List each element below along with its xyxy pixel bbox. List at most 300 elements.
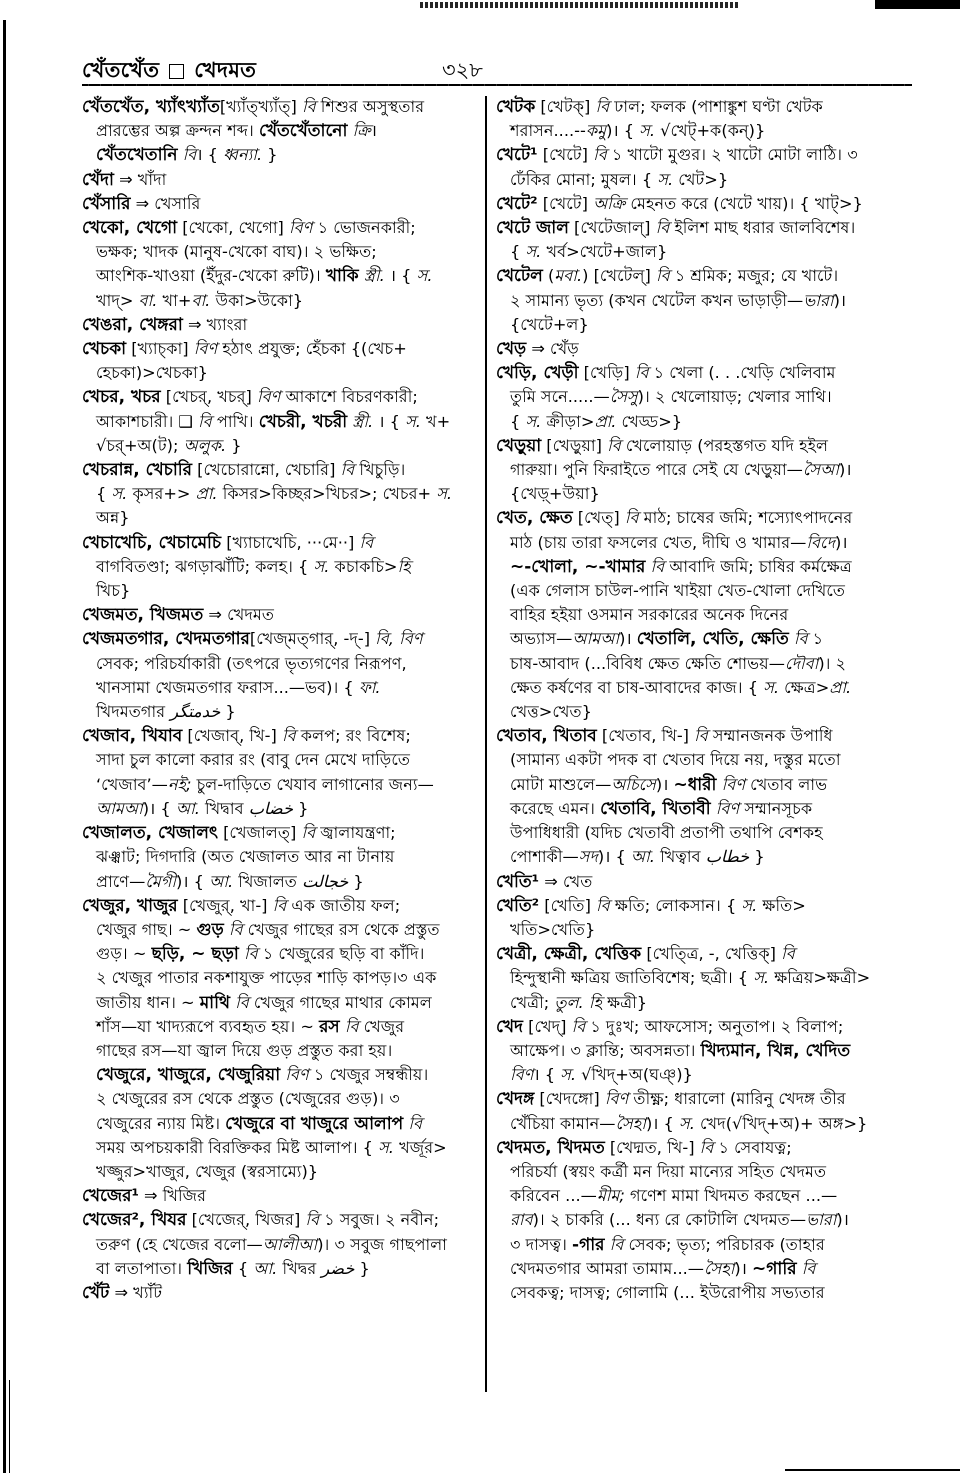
definition-text: খাদ্> xyxy=(96,290,139,310)
entry-continuation-line xyxy=(496,1257,908,1281)
definition-text: ঢেঁকির মোনা; মুষল। { xyxy=(510,169,658,189)
entry-continuation-line xyxy=(496,1039,908,1063)
grammar-label: স. xyxy=(639,121,656,141)
page-binding-edge xyxy=(3,20,6,1473)
entry-continuation-line xyxy=(496,918,908,942)
dictionary-entry xyxy=(82,168,494,192)
definition-text: পোশাকী— xyxy=(510,847,579,867)
headword: খেটে² xyxy=(496,193,538,214)
grammar-label: প্রা. xyxy=(594,411,617,431)
grammar-label: বিণ xyxy=(289,218,313,238)
definition-text: ঢাল; ফলক (পাশাঙ্কুশ ঘণ্টা খেটক xyxy=(609,97,823,116)
entry-first-line xyxy=(496,870,908,894)
dictionary-entry xyxy=(496,1015,908,1088)
definition-text: ১ খেজুর সম্বন্ধীয়। xyxy=(308,1065,429,1085)
grammar-label: বিণ xyxy=(285,1065,309,1085)
definition-text: √খেট্+ক(কন্)} xyxy=(655,121,766,141)
definition-text: ১ খাটো মুগুর। ২ খাটো মোটা লাঠি। ৩ xyxy=(606,145,858,165)
grammar-label: স্ত্রী. xyxy=(352,411,374,431)
definition-text: )। xyxy=(734,1258,753,1278)
definition-text: } xyxy=(226,435,242,455)
definition-text: √চর্+অ(ট); xyxy=(96,435,184,455)
headword: খেড় xyxy=(496,339,527,360)
entry-continuation-line xyxy=(496,821,908,845)
definition-text: খেদমতগার আমরা তামাম...— xyxy=(510,1258,704,1278)
grammar-label: বিণ xyxy=(193,339,218,359)
grammar-label: বি xyxy=(593,145,607,165)
definition-text: সময় অপচয়কারী বিরক্তিকর মিষ্ট আলাপ। { xyxy=(96,1137,379,1157)
definition-text: ⇒ খাঁদা xyxy=(113,169,167,189)
entry-first-line xyxy=(496,894,908,918)
grammar-label: বি xyxy=(596,895,610,915)
definition-text: কৃসর+> xyxy=(127,484,196,504)
headword: খেজের¹ xyxy=(82,1186,139,1207)
grammar-label: বি xyxy=(301,823,316,843)
definition-text: [খেত্] xyxy=(572,508,625,528)
entry-first-line xyxy=(82,894,494,918)
scan-artifact-top xyxy=(420,2,740,8)
entry-continuation-line xyxy=(496,240,908,264)
definition-text: আকাশচারী। ❑ xyxy=(96,411,199,431)
definition-text: [খেচোরান্নো, খেচারি] xyxy=(191,460,341,480)
dictionary-entry xyxy=(496,870,908,894)
entry-continuation-line xyxy=(82,676,494,700)
headword: খেচরী, খচরী xyxy=(258,411,348,432)
entry-continuation-line xyxy=(82,482,494,506)
entry-continuation-line xyxy=(496,845,908,869)
dictionary-entry xyxy=(496,95,908,143)
definition-text: হঠাৎ প্রযুক্ত; হেঁচকা {(খেচ+ xyxy=(217,339,407,359)
grammar-label: ক্রি xyxy=(352,121,371,141)
entry-continuation-line xyxy=(82,264,494,288)
definition-text: )। xyxy=(833,290,847,310)
definition-text: মাঠ; চাষের জমি; শস্যোৎপাদনের xyxy=(638,508,853,528)
definition-text: [খেতি] xyxy=(539,895,597,915)
headword: খিজির xyxy=(187,1258,233,1279)
grammar-label: বি xyxy=(571,1016,586,1036)
entry-continuation-line xyxy=(82,797,494,821)
definition-text: } xyxy=(749,847,765,867)
definition-text: [খেত্ত্রি, -, খেত্তিক্] xyxy=(641,944,782,964)
headword: খেতালি, খেতি, ক্ষেতি xyxy=(636,629,789,650)
dictionary-entry xyxy=(82,95,494,168)
entry-continuation-line xyxy=(82,870,494,894)
definition-text: খেজুর গাছের মাথার কোমল xyxy=(248,992,432,1012)
headword: খেত্রী, ক্ষেত্রী, খেত্তিক xyxy=(496,944,642,965)
definition-text: )। ২ চাকরি (... ধন্য রে কোটালি খেদমত— xyxy=(532,1210,807,1230)
grammar-label: কমু xyxy=(585,121,607,141)
definition-text: √খিদ্+অ(ঘঞ্)} xyxy=(576,1065,693,1085)
grammar-label: অক্রি xyxy=(593,193,626,213)
definition-text: ⇒ খেদমত xyxy=(203,605,274,625)
grammar-label: প্রা. xyxy=(195,484,218,504)
entry-continuation-line xyxy=(82,1015,494,1039)
grammar-label: নই; xyxy=(167,774,192,794)
definition-text: [খেজুর্, খা-] xyxy=(177,895,273,915)
grammar-label: বিণ xyxy=(715,798,740,818)
square-separator-icon xyxy=(169,64,184,79)
grammar-label: ধ্বন্যা. xyxy=(223,145,263,165)
definition-text: গণেশ মামা খিদমত করছেন ...— xyxy=(624,1186,838,1206)
definition-text: খিচুড়ি। xyxy=(354,460,406,480)
entry-first-line xyxy=(496,1136,908,1160)
grammar-label: বি xyxy=(793,629,808,649)
definition-text: )। ২ খেলোয়াড়; খেলার সাথি। xyxy=(637,387,832,407)
grammar-label: বিণ xyxy=(510,1065,534,1085)
definition-text: ১ xyxy=(807,629,824,649)
entry-continuation-line xyxy=(496,700,908,724)
headword: মাথি xyxy=(199,992,230,1013)
entry-first-line xyxy=(496,506,908,530)
entry-continuation-line xyxy=(496,797,908,821)
grammar-label: স. xyxy=(525,411,542,431)
definition-text: মাঠ (চায় তারা ফসলের খেত, দীঘি ও খামার— xyxy=(510,532,807,552)
dictionary-entry xyxy=(82,192,494,216)
definition-text: কচাকচি> xyxy=(329,556,398,576)
definition-text: খেত্ত>খেত} xyxy=(510,702,592,722)
definition-text: ২ খেজুর পাতার নকশাযুক্ত পাড়ের শাড়ি কাপড়।৩ এক xyxy=(96,968,437,988)
entry-continuation-line xyxy=(496,289,908,313)
headword: ~ধারী xyxy=(673,774,717,795)
grammar-label: স. xyxy=(753,968,770,988)
definition-text: । { xyxy=(533,1065,561,1085)
dictionary-entry xyxy=(496,216,908,264)
definition-text: [খেদ্মত, খি-] xyxy=(604,1137,700,1157)
definition-text: খেলোয়াড় (পরহস্তগত যদি হইল xyxy=(620,435,829,455)
definition-text: { xyxy=(232,1258,254,1278)
dictionary-entry xyxy=(496,143,908,191)
grammar-label: প্রা. xyxy=(829,677,852,697)
grammar-label: বি xyxy=(595,97,610,116)
definition-text: ঝঞ্ঝাট; দিগদারি (অত খেজালত আর না টানায় xyxy=(96,847,395,867)
definition-text: খিচ} xyxy=(96,581,131,601)
entry-continuation-line xyxy=(82,555,494,579)
entry-continuation-line xyxy=(496,555,908,579)
grammar-label: সৈআ xyxy=(802,460,839,480)
dictionary-entry xyxy=(82,216,494,313)
definition-text: পাখি। xyxy=(211,411,259,431)
definition-text: [খেড়ুয়া] xyxy=(541,435,608,455)
entry-first-line xyxy=(496,724,908,748)
definition-text: খতি>খেতি} xyxy=(510,919,596,939)
entry-continuation-line xyxy=(496,627,908,651)
grammar-label: ভারা xyxy=(806,1210,837,1230)
definition-text: [খেড়ি] xyxy=(578,363,635,383)
headword: খেতি² xyxy=(496,895,540,916)
definition-text: আকাশে বিচরণকারী; xyxy=(280,387,418,407)
definition-text: ( xyxy=(542,266,555,286)
definition-text: অভ্যাস— xyxy=(510,629,573,649)
headword: খেড়ুয়া xyxy=(496,435,542,456)
definition-text: ⇒ খ্যাংরা xyxy=(182,314,248,334)
definition-text: ) [খেটেল্] xyxy=(582,266,656,286)
entry-first-line xyxy=(82,385,494,409)
page-header xyxy=(82,52,912,84)
definition-text: খেজুরের ন্যায় মিষ্ট। xyxy=(96,1113,226,1133)
entry-first-line xyxy=(82,724,494,748)
headword: খেজুর, খাজুর xyxy=(82,895,178,916)
headword: খেজমতগার, খেদমতগার xyxy=(82,629,250,650)
dictionary-entry xyxy=(496,337,908,361)
entry-continuation-line xyxy=(496,385,908,409)
definition-text: )। ৩ সবুজ গাছপালা xyxy=(317,1234,448,1254)
grammar-label: বি xyxy=(198,411,212,431)
grammar-label: বি xyxy=(281,726,296,746)
definition-text: খেঁচিয়া কামান— xyxy=(510,1113,616,1133)
headword: খেঁতখেঁতানো xyxy=(258,121,348,142)
entry-continuation-line xyxy=(82,845,494,869)
entry-continuation-line xyxy=(82,1112,494,1136)
entry-continuation-line xyxy=(82,410,494,434)
headword: খেতাব, খিতাব xyxy=(496,726,597,747)
entry-first-line xyxy=(496,361,908,385)
definition-text: তরুণ (হে খেজের বলো— xyxy=(96,1234,263,1254)
definition-text: খর্ব>খেটে+জাল} xyxy=(541,242,668,262)
headword: খেতাবি, খিতাবী xyxy=(600,798,711,819)
definition-text: খেতাব লাভ xyxy=(745,774,828,794)
headword: খেদ xyxy=(496,1016,523,1037)
grammar-label: ফা. xyxy=(358,677,381,697)
grammar-label: বি xyxy=(609,1234,624,1254)
grammar-label: বি xyxy=(272,895,287,915)
headword: ছড়ি, ~ ছড়া xyxy=(151,944,239,965)
headword: খেড়ি, খেড়ী xyxy=(496,363,579,384)
headword: খেটেল xyxy=(496,266,543,287)
entry-first-line xyxy=(496,942,908,966)
grammar-label: বি xyxy=(228,919,243,939)
grammar-label: বা. xyxy=(191,290,211,310)
grammar-label: বিণ xyxy=(604,1089,629,1109)
grammar-label: আ. xyxy=(209,871,234,891)
entry-continuation-line xyxy=(496,1184,908,1208)
grammar-label: স. xyxy=(436,484,453,504)
entry-first-line xyxy=(496,192,908,216)
grammar-label: বি xyxy=(235,992,249,1012)
definition-text: গুড়। ~ xyxy=(96,944,152,964)
arabic-script: خطاب xyxy=(705,847,750,867)
entry-continuation-line xyxy=(82,700,494,724)
headword: খেঁট xyxy=(82,1282,110,1303)
definition-text: )। xyxy=(655,774,674,794)
grammar-label: আমআ xyxy=(572,629,620,649)
dictionary-entry xyxy=(82,313,494,337)
definition-text: জাতীয় ধান। ~ xyxy=(96,992,200,1012)
definition-text: )। { xyxy=(597,847,631,867)
definition-text: কলপ; রং বিশেষ; xyxy=(295,726,411,746)
definition-text: ক্ষত্রী} xyxy=(601,992,648,1012)
entry-first-line xyxy=(82,603,494,627)
grammar-label: রাব xyxy=(510,1210,533,1230)
grammar-label: আ. xyxy=(175,798,200,818)
definition-text: [খ্যাচাখেচি, ···মে··] xyxy=(221,532,360,552)
entry-first-line xyxy=(496,434,908,458)
grammar-label: স. xyxy=(525,242,542,262)
dictionary-entry xyxy=(82,1184,494,1208)
definition-text: মেহনত করে (খেটে খায়)। { খাট্>} xyxy=(625,193,863,213)
dictionary-entry xyxy=(82,1208,494,1281)
running-head-last-word: খেদমত xyxy=(194,58,257,82)
definition-text: আবাদি জমি; চাষির কর্মক্ষেত্র xyxy=(664,556,852,576)
definition-text: [খেজাব্, খি-] xyxy=(182,726,282,746)
grammar-label: অলুক. xyxy=(183,435,227,455)
definition-text: [খেচর্, খচর্] xyxy=(160,387,257,407)
headword: খেত, ক্ষেত xyxy=(496,508,573,529)
column-divider xyxy=(485,96,487,1392)
definition-text: খেড্ড>} xyxy=(616,411,683,431)
definition-text: খিদ্বাব xyxy=(199,798,249,818)
headword: খেঁদা xyxy=(82,169,114,190)
running-head-first-word: খেঁতখেঁত xyxy=(82,58,160,82)
definition-text: } xyxy=(292,798,309,818)
definition-text: বাহির হইয়া ওসমান সরকারের অনেক দিনের xyxy=(510,605,789,625)
grammar-label: স. xyxy=(416,266,433,286)
definition-text: । { xyxy=(373,411,406,431)
definition-text: {খেটে+ল} xyxy=(510,314,589,334)
definition-text: শাঁস—যা খাদ্যরূপে ব্যবহৃত হয়। ~ xyxy=(96,1016,320,1036)
grammar-label: দৌবা xyxy=(784,653,819,673)
headword: খেচকা xyxy=(82,339,127,360)
definition-text: ২ সামান্য ভৃত্য (কখন খেটেল কখন ভাড়াড়ী— xyxy=(510,290,804,310)
entry-first-line xyxy=(496,1087,908,1111)
entry-continuation-line xyxy=(496,748,908,772)
definition-text: খেট>} xyxy=(673,169,729,189)
definition-text: { xyxy=(510,411,526,431)
entry-continuation-line xyxy=(496,531,908,555)
definition-text: শিশুর অসুস্থতার xyxy=(315,97,425,116)
definition-text: ক্ষেত্র> xyxy=(778,677,830,697)
definition-text: সম্মানজনক উপাধি xyxy=(707,726,833,746)
grammar-label: স. xyxy=(313,556,330,576)
headword: খেদমত, খিদমত xyxy=(496,1137,605,1158)
definition-text: )। xyxy=(836,1210,849,1230)
definition-text: খিদমতগার xyxy=(96,702,171,722)
dictionary-entry xyxy=(496,1087,908,1135)
definition-text: তীক্ষ্ণ; ধারালো (মারিনু খেদঙ্গ তীর xyxy=(628,1089,846,1109)
entry-first-line xyxy=(496,143,908,167)
grammar-label: স. xyxy=(679,1113,695,1133)
grammar-label: আমআ xyxy=(96,798,143,818)
definition-text: ক্ষত্রিয়>ক্ষত্রী> xyxy=(769,968,871,988)
entry-continuation-line xyxy=(496,458,908,482)
definition-text: ⇒ খেসারি xyxy=(130,193,201,213)
dictionary-entry xyxy=(496,506,908,724)
definition-text: ১ শ্রমিক; মজুর; যে খাটে। xyxy=(669,266,839,286)
grammar-label: মবা. xyxy=(554,266,583,286)
grammar-label: বি xyxy=(408,1113,422,1133)
dictionary-entry xyxy=(496,724,908,869)
definition-text: সাদা চুল কালো করার রং (বাবু দেন মেখে দাড়িতে xyxy=(96,750,411,770)
definition-text: [খেতাব, খি-] xyxy=(596,726,695,746)
entry-continuation-line xyxy=(496,1112,908,1136)
grammar-label: বা. xyxy=(138,290,158,310)
definition-text: খেজুর গাছ। ~ xyxy=(96,919,197,939)
definition-text: হিন্দুস্থানী ক্ষত্রিয় জাতিবিশেষ; ছত্রী। { xyxy=(510,968,754,988)
definition-text: ১ সেবাযত্ন; xyxy=(713,1137,792,1157)
grammar-label: স. xyxy=(741,895,758,915)
definition-text: তুমি সনে.....— xyxy=(510,387,610,407)
definition-text: [খ্যাঁত্খ্যাঁত্] xyxy=(219,97,302,116)
headword: খেচরান্ন, খেচারি xyxy=(82,460,192,481)
entry-continuation-line xyxy=(82,966,494,990)
entry-continuation-line xyxy=(82,289,494,313)
definition-text: খর্জূর> xyxy=(393,1137,447,1157)
dictionary-entry xyxy=(82,337,494,385)
grammar-label: স. xyxy=(657,169,674,189)
headword: খেজের², খিযর xyxy=(82,1210,187,1231)
dictionary-entry xyxy=(82,1281,494,1305)
definition-text: )। xyxy=(619,629,637,649)
grammar-label: স. xyxy=(111,484,128,504)
definition-text: ক্রীড়া> xyxy=(541,411,595,431)
entry-continuation-line xyxy=(82,506,494,530)
headword: খেচর, খচর xyxy=(82,387,161,408)
definition-text: চুল-দাড়িতে খেযাব লাগানোর জন্য— xyxy=(191,774,434,794)
entry-continuation-line xyxy=(82,240,494,264)
definition-text: কিসর>কিচ্ছর>খিচর>; খেচর+ xyxy=(217,484,437,504)
definition-text: [খেটক্] xyxy=(535,97,596,116)
definition-text: উকা>উকো} xyxy=(210,290,304,310)
entry-first-line xyxy=(496,1015,908,1039)
arabic-script: خضاب xyxy=(248,798,293,818)
definition-text: } xyxy=(348,871,364,891)
headword: খাকি xyxy=(325,266,359,287)
dictionary-entry xyxy=(82,458,494,531)
definition-text: আক্ষেপ। ৩ ক্লান্তি; অবসন্নতা। xyxy=(510,1040,701,1060)
definition-text: ⇒ খ্যাঁট xyxy=(109,1282,163,1302)
definition-text: [খেকো, খেগো] xyxy=(177,218,290,238)
entry-continuation-line xyxy=(82,1233,494,1257)
definition-text: [খেদঙ্গো] xyxy=(534,1089,605,1109)
definition-text: [খেদ্] xyxy=(523,1016,572,1036)
definition-text: । xyxy=(370,121,377,141)
definition-text: জ্বালাযন্ত্রণা; xyxy=(315,823,396,843)
grammar-label: হি xyxy=(397,556,411,576)
grammar-label: ভারা xyxy=(803,290,834,310)
dictionary-entry xyxy=(82,531,494,604)
grammar-label: বিণ xyxy=(256,387,281,407)
entry-first-line xyxy=(82,337,494,361)
entry-continuation-line xyxy=(496,119,908,143)
grammar-label: বি xyxy=(624,508,639,528)
definition-text: ক্ষতি; লোকসান। { xyxy=(609,895,742,915)
entry-first-line xyxy=(82,313,494,337)
right-column xyxy=(496,95,908,1305)
entry-continuation-line xyxy=(82,748,494,772)
definition-text: (সামান্য একটা পদক বা খেতাব দিয়ে নয়, দস্তুর মতো xyxy=(510,750,841,770)
entry-first-line xyxy=(82,627,494,651)
entry-continuation-line xyxy=(82,434,494,458)
grammar-label: বি xyxy=(801,1258,816,1278)
grammar-label: বিদে xyxy=(806,532,835,552)
entry-continuation-line xyxy=(496,482,908,506)
headword: খেকো, খেগো xyxy=(82,218,178,239)
grammar-label: বি xyxy=(305,1210,320,1230)
definition-text: করিবেন ...— xyxy=(510,1186,597,1206)
definition-text: । { xyxy=(196,145,224,165)
dictionary-entry xyxy=(496,942,908,1015)
grammar-label: মীম; xyxy=(596,1186,625,1206)
grammar-label: বি xyxy=(243,944,258,964)
grammar-label: বি xyxy=(694,726,708,746)
entry-continuation-line xyxy=(496,1063,908,1087)
headword: খেঁসারি xyxy=(82,193,131,214)
arabic-script: خجالت xyxy=(302,871,349,891)
definition-text: } xyxy=(262,145,278,165)
definition-text: ২ খেজুরের রস থেকে প্রস্তুত (খেজুরের গুড়)। ৩ xyxy=(96,1089,400,1109)
definition-text: (এক গেলাস চাউল-পানি খাইয়া খেত-খোলা দেখিতে xyxy=(510,581,846,601)
entry-first-line xyxy=(82,821,494,845)
dictionary-entry xyxy=(496,894,908,942)
